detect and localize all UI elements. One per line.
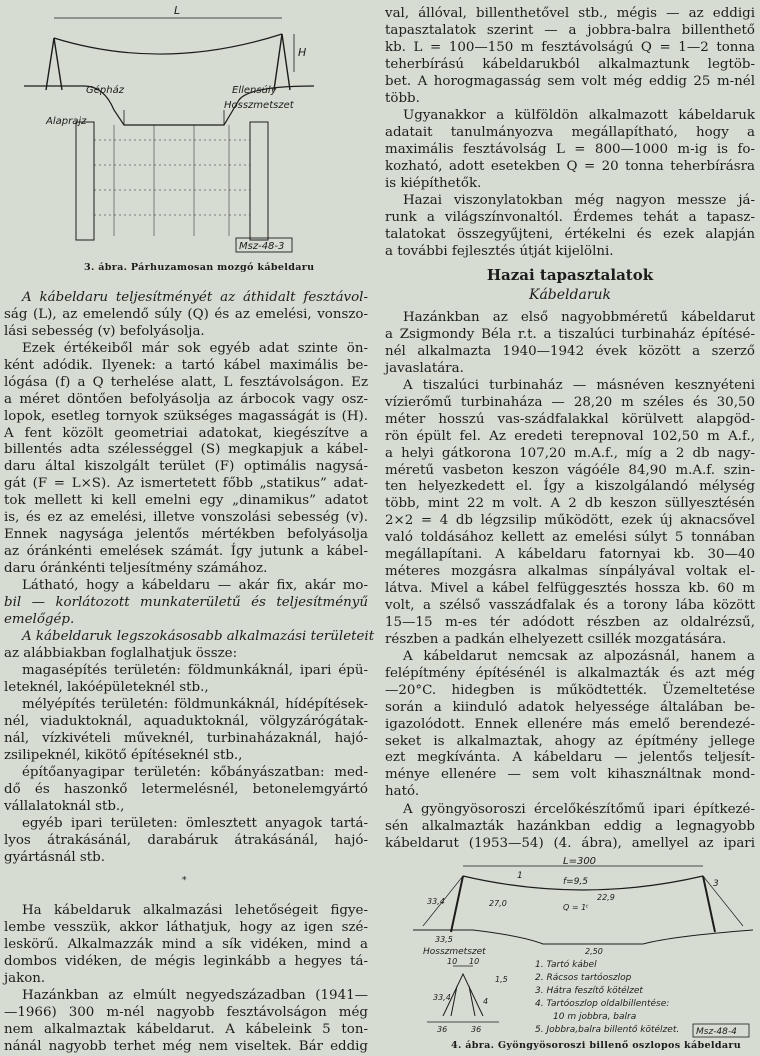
text-line: megállapítani. A kábeldaru fatornyai kb. 30—40	[385, 547, 755, 563]
text-line: javaslatára.	[385, 360, 464, 376]
text-line: emelőgép.	[4, 611, 75, 627]
text-line: a helyi gátkorona 107,20 m.A.f., míg a 2 db nagy-	[385, 445, 755, 461]
text-line: Hazai viszonylatokban még nagyon messze já-	[403, 193, 755, 208]
text-line: méretű vasbeton keszon vágóéle 84,90 m.A.f. szin-	[385, 462, 755, 478]
text-line: ezt megkívánta. A kábeldaru — jelentős teljesít-	[385, 750, 755, 766]
text-line: felépítmény építésénél is alkalmazták és azt még	[385, 665, 755, 681]
paragraph	[385, 802, 755, 853]
text-line: tapasztalatok szerint — a jobbra-balra billenthető	[385, 22, 755, 38]
text-line: A fent közölt geometriai adatokat, kiegészítve a	[4, 425, 368, 441]
fig4-label-span: L=300	[563, 856, 597, 867]
text-line: ság (L), az emelendő súly (Q) és az emelési, vonszo-	[4, 306, 368, 322]
fig4-legend-item: 1. Tartó kábel	[535, 960, 597, 970]
text-line: igazolódott. Ennek ellenére más emelő berendezé-	[385, 716, 755, 732]
figure-4-caption: 4. ábra. Gyöngyösoroszi billenő oszlopos kábeldaru	[451, 1040, 742, 1051]
text-line: tok mellett ki kell emelni egy „dinamikus” adatot	[4, 493, 368, 509]
fig4-label-sag: f=9,5	[563, 877, 589, 887]
paragraph	[4, 663, 368, 697]
fig3-label-alaprajz: Alaprajz	[46, 116, 87, 127]
text-line: vállalatoknál stb.,	[4, 798, 125, 814]
text-line: Ugyanakkor a külföldön alkalmazott kábeldaruk	[403, 108, 755, 123]
fig4-label-4: 4	[483, 997, 489, 1006]
text-line: sén alkalmazták hazánkban eddig a legnagyobb	[385, 818, 755, 834]
text-line: ten helyezkedett el. Így a kiszolgálandó mélység	[385, 479, 755, 495]
text-line: bet. A horogmagasság sem volt még eddig 25 m-nél	[385, 73, 755, 89]
fig4-label-15: 1,5	[495, 975, 508, 984]
text-line: részben a padkán elhelyezett csillék mozgatására.	[385, 631, 727, 647]
text-line: val, állóval, billenthetővel stb., mégis — az eddigi	[385, 6, 755, 21]
text-line: jakon.	[4, 970, 46, 986]
text-line: daru óránkénti teljesítmény számához.	[4, 560, 268, 576]
fig3-label-gephaz: Gépház	[86, 85, 124, 96]
paragraph	[385, 378, 755, 649]
text-line: lógása (f) a Q terhelése alatt, L fesztávolságon. Ez	[4, 374, 368, 390]
text-line: építőanyagipar területén: kőbányászatban: med-	[22, 765, 368, 780]
text-line: volt, a szélső vasszádfalak és a torony lába között	[385, 597, 755, 613]
text-line: —20°C. hidegben is működtették. Üzemeltetése	[385, 682, 755, 698]
fig4-label-1: 1	[517, 871, 523, 881]
fig3-label-hosszmetszet: Hosszmetszet	[224, 100, 294, 111]
text-line: runk a világszínvonaltól. Érdemes tehát a tapasz-	[385, 209, 755, 225]
section-separator: *	[182, 876, 187, 886]
text-line: a Zsigmondy Béla r.t. a tiszalúci turbinaház építésé-	[385, 326, 755, 342]
text-line: ménye ellenére — sem volt kihasználtnak mond-	[385, 767, 755, 783]
paragraph	[4, 816, 368, 867]
paragraph	[385, 649, 755, 801]
text-line: A tiszalúci turbinaház — másnéven kesznyéteni	[403, 378, 755, 393]
text-line: leskörű. Alkalmazzák mind a sík vidéken, mind a	[4, 936, 368, 952]
text-line: lembe vesszük, akkor láthatjuk, hogy az igen szé-	[4, 919, 368, 935]
fig4-legend-item: 2. Rácsos tartóoszlop	[535, 973, 632, 983]
text-line: A kábeldarut nemcsak az alpozásnál, hanem a	[403, 649, 755, 664]
text-line: magasépítés területén: földmunkáknál, ipari épü-	[22, 663, 368, 678]
text-line: leteknél, lakóépületeknél stb.,	[4, 679, 209, 695]
paragraph	[385, 6, 755, 107]
text-line: kozható, adott esetekben Q = 20 tonna teherbírásra	[385, 158, 755, 174]
text-line: lási sebesség (v) befolyásolja.	[4, 323, 205, 339]
text-line: az óránkénti emelések számát. Így jutunk a kábel-	[4, 543, 368, 559]
paragraph	[4, 697, 368, 765]
text-line: az alábbiakban foglalhatjuk össze:	[4, 645, 238, 661]
paragraph	[4, 578, 368, 629]
text-line: Hazánkban az első nagyobbméretű kábeldarut	[403, 310, 755, 325]
fig4-label-msz: Msz-48-4	[696, 1027, 737, 1037]
text-line: a méret döntően befolyásolja az árbocok vagy osz-	[4, 391, 368, 407]
text-line: —1966) 300 m-nél nagyobb fesztávolságon még	[4, 1004, 368, 1020]
text-line: dombos vidéken, de mégis leginkább a hegyes tá-	[4, 953, 368, 969]
fig4-label-3: 3	[713, 879, 719, 889]
section-heading: Hazai tapasztalatok	[486, 266, 654, 284]
fig3-label-msz: Msz-48-3	[239, 241, 285, 252]
text-line: nem alkalmaztak kábeldarut. A kábeleink 5 ton-	[4, 1021, 368, 1037]
text-line: a további fejlesztés útját kijelölni.	[385, 243, 614, 259]
figure-3	[24, 0, 314, 258]
text-line: nánál nagyobb terhet még nem viseltek. Bár eddig	[4, 1038, 368, 1054]
text-line: méter hosszú vas-szádfalakkal körülvett alapgöd-	[385, 411, 755, 427]
text-line: daru által kiszolgált terület (F) optimális nagysá-	[4, 459, 368, 475]
paragraph	[4, 290, 368, 341]
text-line: A kábeldaruk legszokásosabb alkalmazási területeit	[22, 629, 375, 644]
text-line: nél, viaduktoknál, aquaduktoknál, völgyzárógátak-	[4, 713, 368, 729]
text-line: maximális fesztávolság L = 800—1000 m-ig is fo-	[385, 141, 755, 157]
fig4-legend-item: 10 m jobbra, balra	[553, 1012, 637, 1022]
text-line: ható.	[385, 784, 420, 800]
text-line: lopok, esetleg tornyok szükséges magasságát is (H).	[4, 408, 368, 424]
text-line: kábeldarut (1953—54) (4. ábra), amellyel az ipari	[385, 835, 755, 851]
text-line: nél alkalmazta 1940—1942 évek között a szerző	[385, 343, 755, 359]
text-line: egyéb ipari területen: ömlesztett anyagok tartá-	[22, 816, 368, 831]
paragraph	[4, 988, 368, 1056]
fig4-label-36b: 36	[471, 1025, 482, 1034]
figure-3-caption: 3. ábra. Párhuzamosan mozgó kábeldaru	[84, 262, 315, 273]
text-line: adatait tanulmányozva megállapítható, hogy a	[385, 124, 755, 140]
paragraph	[4, 629, 375, 663]
text-line: méteres mozgásra alkalmas sínpályával voltak el-	[385, 563, 755, 579]
text-line: Hazánkban az elmúlt negyedszázadban (1941—	[22, 988, 368, 1003]
text-line: gyártásnál stb.	[4, 849, 105, 865]
text-line: vízierőmű turbinaháza — 28,20 m széles és 30,50	[385, 394, 755, 410]
text-line: több, mint 22 m volt. A 2 db keszon süllyesztésén	[385, 496, 755, 512]
text-line: 2×2 = 4 db légzsilip működött, ezek új aknacsővel	[385, 513, 755, 529]
text-line: seket is alkalmaztak, ahogy az építmény jellege	[385, 733, 755, 749]
fig4-label-height-left: 33,4	[427, 897, 445, 906]
text-line: 15—15 m-es tér adódott részben az oldalrézsű,	[385, 614, 755, 630]
fig3-label-L: L	[174, 4, 181, 17]
fig4-legend-item: 4. Tartóoszlop oldalbillentése:	[535, 999, 670, 1009]
fig4-label-10b: 10	[469, 957, 480, 966]
paragraph	[4, 903, 368, 988]
text-line: talatokat összegyűjteni, értékelni és ezek alapján	[385, 226, 755, 242]
fig4-label-height-detail: 33,4	[433, 993, 451, 1002]
fig4-label-250: 2,50	[585, 947, 603, 956]
fig4-label-36a: 36	[437, 1025, 448, 1034]
paragraph	[385, 310, 755, 378]
fig3-label-H: H	[298, 46, 307, 59]
paragraph	[385, 193, 755, 261]
text-line: is kiépíthetők.	[385, 175, 482, 191]
figure-3-drawing	[24, 0, 314, 258]
text-line: bil — korlátozott munkaterületű és teljesítményű	[4, 594, 368, 610]
text-line: is, és ez az emelési, illetve vonszolási sebesség (v).	[4, 510, 368, 526]
text-line: több.	[385, 90, 420, 106]
figure-4	[413, 856, 753, 1040]
text-line: kb. L = 100—150 m fesztávolságú Q = 1—2 tonna	[385, 39, 755, 55]
text-line: látva. Mivel a kábel felfüggesztés hossza kb. 60 m	[385, 580, 755, 596]
fig4-label-load: Q = 1ᵗ	[563, 903, 589, 912]
paragraph	[385, 108, 755, 193]
text-line: A kábeldaru teljesítményét az áthidalt fesztávol-	[22, 290, 368, 305]
paragraph	[4, 765, 368, 816]
text-line: lyos átrakásánál, darabáruk átrakásánál, hajó-	[4, 832, 368, 848]
text-line: teherbírású kábeldarukból alkalmaztunk legtöb-	[385, 56, 755, 72]
fig3-label-ellensuly: Ellensúly	[232, 85, 277, 96]
text-line: A gyöngyösoroszi ércelőkészítőmű ipari építkezé-	[403, 802, 755, 817]
text-line: Ennek nagysága jelentős mértékben befolyásolja	[4, 526, 368, 542]
fig4-legend-item: 3. Hátra feszítő kötélzet	[535, 986, 643, 996]
fig4-label-hook: 22,9	[597, 893, 615, 902]
text-line: mélyépítés területén: földmunkáknál, hídépítések-	[22, 697, 368, 712]
text-line: Ezek értékeiből már sok egyéb adat szinte ön-	[22, 341, 368, 356]
section-subheading: Kábeldaruk	[528, 287, 612, 303]
text-line: dő és haszonkő letermelésnél, betonelemgyártó	[4, 781, 368, 797]
text-line: Ha kábeldaruk alkalmazási lehetőségeit figye-	[22, 903, 368, 918]
text-line: billentés adta szélességgel (S) megkapjuk a kábel-	[4, 442, 368, 458]
text-line: Látható, hogy a kábeldaru — akár fix, akár mo-	[22, 578, 368, 593]
text-line: ként adódik. Ilyenek: a tartó kábel maximális be-	[4, 357, 368, 373]
text-line: zsilipeknél, kikötő építéseknél stb.,	[4, 747, 243, 763]
fig4-label-hosszmetszet: Hosszmetszet	[423, 947, 486, 957]
fig4-label-height-mid: 27,0	[489, 899, 507, 908]
text-line: során a kiinduló adatok helyessége általában be-	[385, 699, 755, 715]
text-line: nál, vízkivételi műveknél, turbinaházaknál, hajó-	[4, 730, 368, 746]
fig4-label-10a: 10	[447, 957, 458, 966]
text-line: való toldásához kellett az emelési súlyt 5 tonnában	[385, 530, 755, 546]
text-line: gát (F = L×S). Az ismertetett főbb „statikus” adat-	[4, 476, 368, 492]
text-line: rön épült fel. Az eredeti terepnoval 102,50 m A.f.,	[385, 428, 755, 444]
paragraph	[4, 341, 368, 578]
figure-4-drawing	[413, 856, 753, 1040]
fig4-label-base-width: 33,5	[435, 935, 453, 944]
fig4-legend-item: 5. Jobbra,balra billentő kötélzet.	[535, 1025, 680, 1035]
